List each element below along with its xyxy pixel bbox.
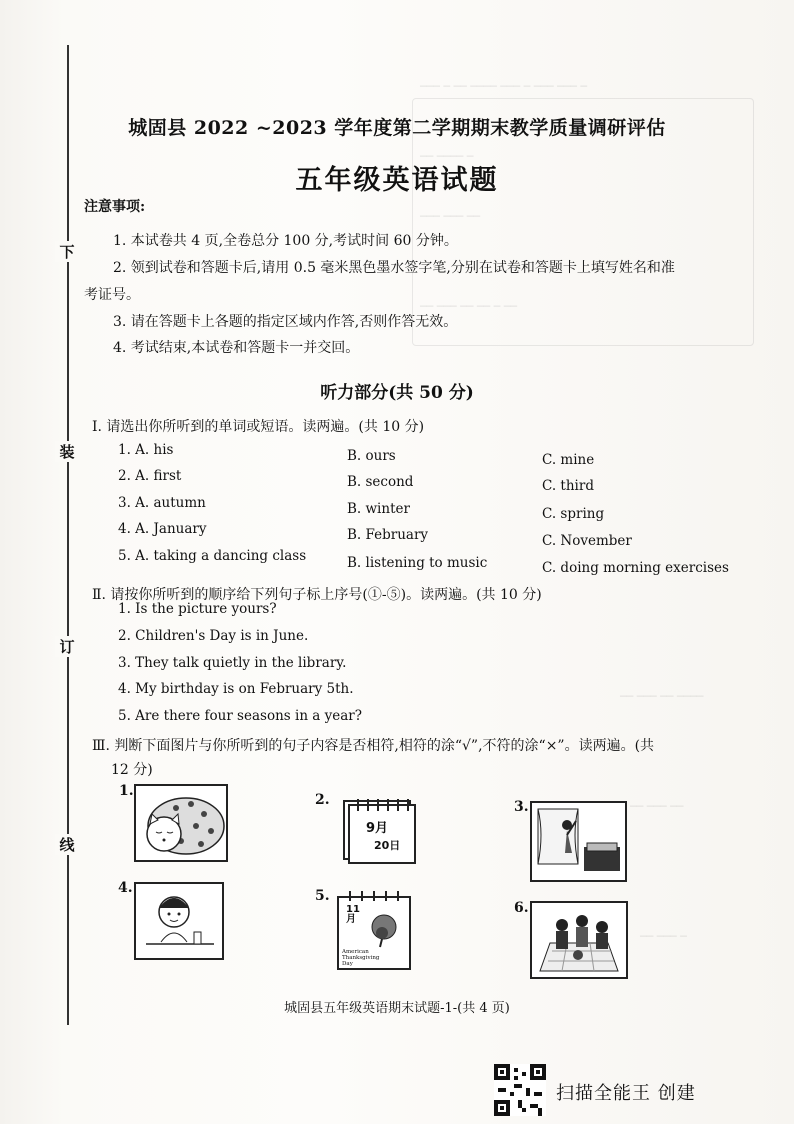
picture-thanksgiving-calendar — [336, 889, 414, 971]
bleed-through: ── ─── ── — [630, 800, 684, 813]
part3-instruction: Ⅲ. 判断下面图片与你所听到的句子内容是否相符,相符的涂“√”,不符的涂“×”。读两遍。(共 — [92, 738, 655, 754]
calendar-caption: American Thanksgiving Day — [342, 949, 380, 967]
sentence-item: 3. They talk quietly in the library. — [118, 655, 347, 671]
option-c: C. November — [542, 533, 632, 549]
option-b: B. ours — [347, 448, 396, 464]
option-a: 5. A. taking a dancing class — [118, 548, 307, 564]
note-item: 考证号。 — [84, 287, 140, 303]
option-b: B. listening to music — [347, 555, 488, 571]
option-c: C. mine — [542, 452, 595, 468]
bleed-through: ── ──── ─ — [420, 150, 474, 163]
bleed-through: ── ─── ─ — [640, 930, 687, 943]
picture-opening-curtains — [530, 801, 627, 882]
option-c: C. spring — [542, 506, 605, 522]
qr-code — [494, 1064, 546, 1116]
note-item: 1. 本试卷共 4 页,全卷总分 100 分,考试时间 60 分钟。 — [113, 233, 458, 249]
part3-instruction-cont: 12 分) — [111, 762, 153, 778]
picture-number: 3. — [514, 799, 529, 815]
picture-family-picnic — [530, 901, 628, 979]
option-b: B. second — [347, 474, 414, 490]
picture-number: 4. — [118, 880, 133, 896]
note-item: 4. 考试结束,本试卷和答题卡一并交回。 — [113, 340, 360, 356]
picture-number: 5. — [315, 888, 330, 904]
calendar-month: 11月 — [346, 904, 360, 925]
option-a: 2. A. first — [118, 468, 182, 484]
option-a: 4. A. January — [118, 521, 207, 537]
note-item: 2. 领到试卷和答题卡后,请用 0.5 毫米黑色墨水签字笔,分别在试卷和答题卡上填写姓名和准 — [113, 260, 675, 276]
binding-mark: 订 — [55, 636, 79, 657]
bleed-through: ── ─── ── ── ─ ── — [420, 300, 517, 313]
picture-number: 6. — [514, 900, 529, 916]
note-item: 3. 请在答题卡上各题的指定区域内作答,否则作答无效。 — [113, 314, 458, 330]
binding-mark: 装 — [55, 441, 79, 462]
bleed-through: ─── ─ ── ──── ─── ─ ─── ─── ─ — [420, 80, 588, 93]
picture-number: 1. — [119, 783, 134, 799]
bleed-through: ── ─── ── ──── — [620, 690, 704, 703]
calendar-day: 20日 — [374, 839, 401, 852]
binding-mark: 下 — [55, 241, 79, 262]
notes-heading: 注意事项: — [84, 199, 146, 215]
sentence-item: 1. Is the picture yours? — [118, 601, 277, 617]
bleed-through: ─── ─── ── — [420, 210, 480, 223]
picture-sleeping-cat — [134, 784, 228, 862]
binding-mark: 线 — [55, 834, 79, 855]
exam-subtitle: 城固县 2022 ~2023 学年度第二学期期末教学质量调研评估 — [128, 117, 666, 139]
calendar-month: 9月 — [366, 821, 389, 836]
sentence-item: 2. Children's Day is in June. — [118, 628, 309, 644]
sentence-item: 4. My birthday is on February 5th. — [118, 681, 354, 697]
option-c: C. doing morning exercises — [542, 560, 729, 576]
picture-child-drinking — [134, 882, 224, 960]
picture-calendar — [340, 795, 420, 867]
option-a: 1. A. his — [118, 442, 174, 458]
part2-instruction: Ⅱ. 请按你所听到的顺序给下列句子标上序号(①-⑤)。读两遍。(共 10 分) — [92, 587, 542, 603]
option-a: 3. A. autumn — [118, 495, 206, 511]
option-c: C. third — [542, 478, 594, 494]
sentence-item: 5. Are there four seasons in a year? — [118, 708, 362, 724]
scanner-brand: 扫描全能王 创建 — [556, 1083, 696, 1104]
part1-instruction: Ⅰ. 请选出你所听到的单词或短语。读两遍。(共 10 分) — [92, 419, 425, 435]
listening-section-title: 听力部分(共 50 分) — [320, 383, 474, 403]
option-b: B. winter — [347, 501, 410, 517]
exam-title: 五年级英语试题 — [295, 165, 499, 196]
picture-number: 2. — [315, 792, 330, 808]
page-footer: 城固县五年级英语期末试题-1-(共 4 页) — [284, 1001, 510, 1016]
option-b: B. February — [347, 527, 429, 543]
